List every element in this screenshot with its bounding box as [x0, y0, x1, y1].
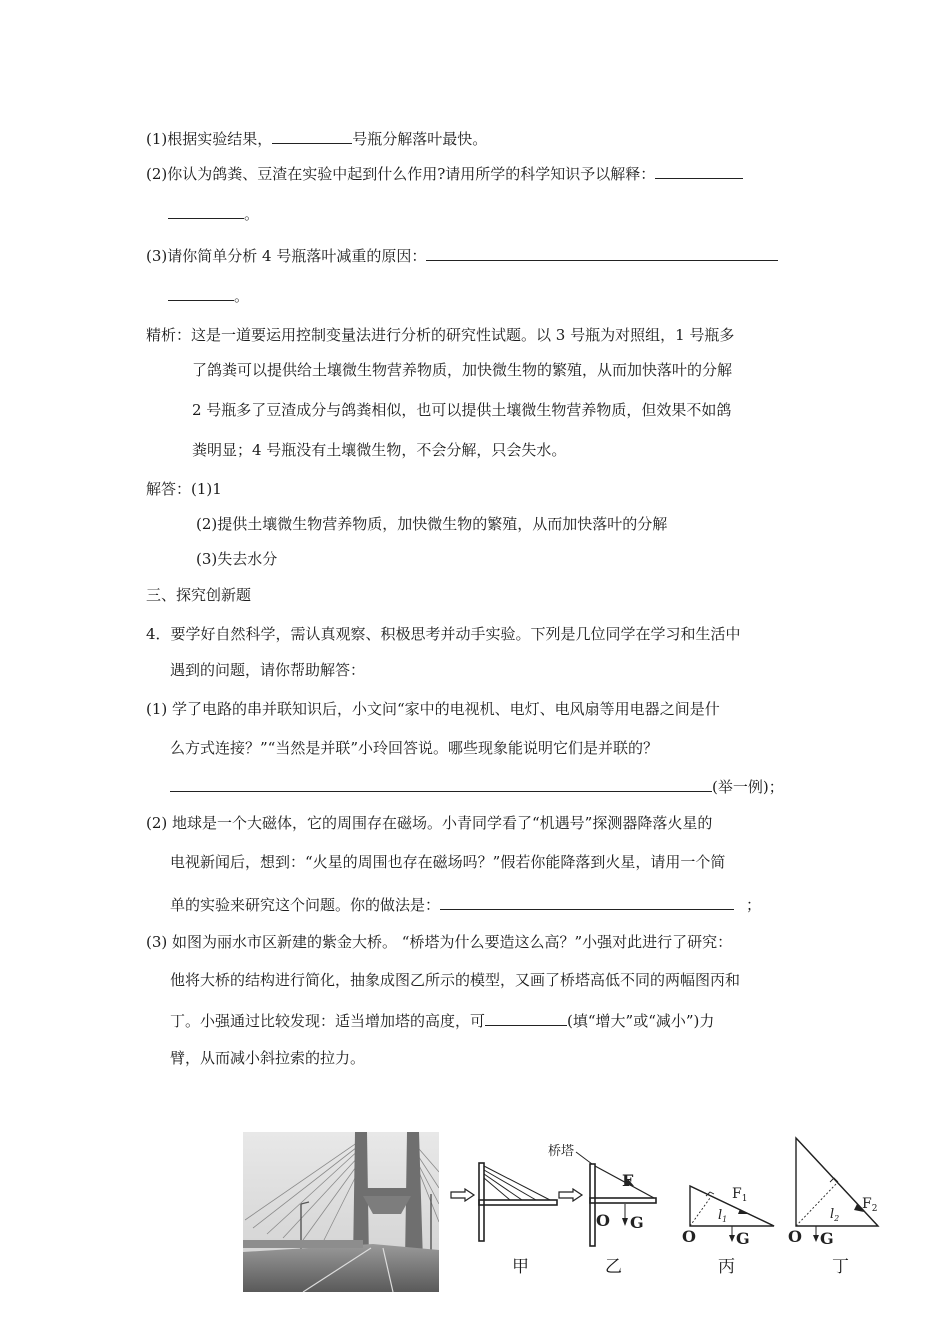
q4-sub2-line-1: (2) 地球是一个大磁体，它的周围存在磁场。小青同学看了“机遇号”探测器降落火星的	[146, 814, 713, 832]
analysis-text-2: 了鸽粪可以提供给土壤微生物营养物质，加快微生物的繁殖，从而加快落叶的分解	[192, 361, 733, 379]
caption-bing: 丙	[718, 1257, 735, 1277]
q1-part3-end: 。	[234, 287, 250, 305]
q4-stem-1: 4．要学好自然科学，需认真观察、积极思考并动手实验。下列是几位同学在学习和生活中	[146, 625, 741, 643]
label-l2: $l_2$	[830, 1207, 840, 1223]
label-O-bing: O	[682, 1227, 696, 1246]
q1-part2-blank-b[interactable]	[168, 203, 244, 219]
answer-line-1	[146, 479, 222, 499]
q4-sub2-end: ；	[746, 896, 762, 914]
q4-sub1-blank[interactable]	[170, 776, 712, 792]
q4-sub1-line-3	[170, 776, 784, 797]
q1-part2-blank-a[interactable]	[655, 163, 743, 179]
right-arrow-icon	[450, 1188, 476, 1202]
q4-stem-2: 遇到的问题，请你帮助解答：	[170, 661, 366, 679]
caption-jia: 甲	[512, 1257, 529, 1277]
q4-sub3-text: 丁。小强通过比较发现：适当增加塔的高度，可	[170, 1012, 486, 1030]
q4-sub3-text-end: (填“增大”或“减小”)力	[567, 1012, 715, 1030]
q4-sub3-blank[interactable]	[485, 1010, 567, 1026]
caption-ding: 丁	[832, 1257, 849, 1277]
label-F1: $F_1$	[732, 1186, 748, 1204]
q4-sub1-line-2: 么方式连接？”“当然是并联”小玲回答说。哪些现象能说明它们是并联的？	[170, 739, 659, 757]
diagram-yi	[546, 1138, 666, 1250]
q1-part3-text: (3)请你简单分析 4 号瓶落叶减重的原因：	[146, 247, 427, 265]
q1-part1-blank[interactable]	[272, 128, 352, 144]
q4-sub1-line-1: (1) 学了电路的串并联知识后，小文问“家中的电视机、电灯、电风扇等用电器之间是什	[146, 700, 720, 718]
q4-sub2-text: 单的实验来研究这个问题。你的做法是：	[170, 896, 441, 914]
q1-part1-text-end: 号瓶分解落叶最快。	[352, 130, 488, 148]
label-O-ding: O	[788, 1227, 802, 1246]
q4-sub2-line-2: 电视新闻后，想到：“火星的周围也存在磁场吗？”假若你能降落到火星，请用一个简	[170, 853, 726, 871]
q1-part1	[146, 128, 487, 149]
q1-part1-text: (1)根据实验结果，	[146, 130, 273, 148]
analysis-text-1: 这是一道要运用控制变量法进行分析的研究性试题。以 3 号瓶为对照组，1 号瓶多	[191, 326, 735, 344]
label-F2: $F_2$	[862, 1196, 878, 1214]
label-O: O	[596, 1211, 610, 1230]
analysis-line-1	[146, 325, 734, 345]
answer-3: (3)失去水分	[196, 550, 278, 568]
q4-sub3-line-4: 臂，从而减小斜拉索的拉力。	[170, 1049, 366, 1067]
q1-part3-blank-b[interactable]	[168, 285, 234, 301]
q4-sub3-line-3	[170, 1010, 714, 1031]
analysis-label: 精析：	[146, 326, 192, 344]
q1-part2	[146, 163, 743, 184]
label-l1: $l_1$	[718, 1208, 728, 1224]
q4-sub2-blank[interactable]	[440, 894, 734, 910]
caption-yi: 乙	[605, 1257, 622, 1277]
answer-1: (1)1	[191, 480, 222, 498]
q1-part3-blank-a[interactable]	[426, 245, 778, 261]
q1-part3-cont	[168, 285, 249, 306]
analysis-text-3: 2 号瓶多了豆渣成分与鸽粪相似，也可以提供土壤微生物营养物质，但效果不如鸽	[192, 401, 732, 419]
q1-part2-cont	[168, 203, 259, 224]
q1-part3	[146, 245, 778, 266]
label-G-bing: G	[736, 1229, 750, 1248]
q1-part2-end: 。	[244, 205, 260, 223]
bridge-photo	[243, 1132, 439, 1292]
q4-sub3-line-2: 他将大桥的结构进行简化，抽象成图乙所示的模型，又画了桥塔高低不同的两幅图丙和	[170, 971, 741, 989]
label-G-ding: G	[820, 1229, 834, 1248]
section-title: 三、探究创新题	[146, 586, 252, 604]
diagram-ding	[784, 1132, 884, 1250]
q4-sub1-end: (举一例)；	[712, 778, 784, 796]
answer-label: 解答：	[146, 480, 192, 498]
q4-sub2-line-3	[170, 894, 761, 915]
label-G: G	[630, 1213, 644, 1232]
tower-label: 桥塔	[548, 1144, 575, 1159]
analysis-text-4: 粪明显；4 号瓶没有土壤微生物，不会分解，只会失水。	[192, 441, 567, 459]
diagram-bing	[674, 1164, 784, 1248]
q1-part2-text: (2)你认为鸽粪、豆渣在实验中起到什么作用?请用所学的科学知识予以解释：	[146, 165, 656, 183]
label-F: F	[622, 1171, 634, 1190]
q4-sub3-line-1: (3) 如图为丽水市区新建的紫金大桥。 “桥塔为什么要造这么高？”小强对此进行了研究：	[146, 933, 733, 951]
answer-2: (2)提供土壤微生物营养物质，加快微生物的繁殖，从而加快落叶的分解	[196, 515, 668, 533]
